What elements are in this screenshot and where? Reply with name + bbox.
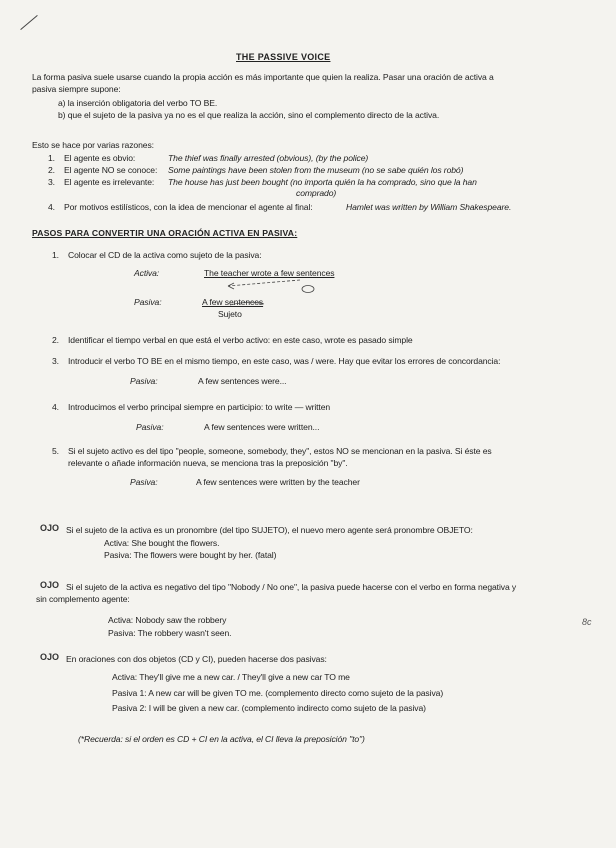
intro-line-1: La forma pasiva suele usarse cuando la propia acción es más importante que quien la realiza. Pasar una oración de activa a xyxy=(32,72,494,82)
margin-handwriting: 8c xyxy=(582,617,592,627)
example-label: Pasiva: xyxy=(134,297,162,307)
example-label: Pasiva: xyxy=(136,422,164,432)
note-example: Pasiva: The flowers were bought by her. (fatal) xyxy=(104,550,277,560)
step-text-line-2: relevante o añade información nueva, se menciona tras la preposición "by". xyxy=(68,458,348,468)
note-text-cont: sin complemento agente: xyxy=(36,594,130,604)
step-number: 5. xyxy=(52,446,59,456)
note-text: Si el sujeto de la activa es negativo del tipo "Nobody / No one", la pasiva puede hacerse con el verbo en forma negativa y xyxy=(66,582,517,592)
reason-example-cont: comprado) xyxy=(296,188,337,198)
note-text: En oraciones con dos objetos (CD y CI), pueden hacerse dos pasivas: xyxy=(66,654,327,664)
example-sentence: A few sentences were written by the teacher xyxy=(196,477,360,487)
reason-example: Some paintings have been stolen from the museum (no se sabe quién los robó) xyxy=(168,165,464,175)
note-example: Activa: Nobody saw the robbery xyxy=(108,615,227,625)
example-passive-subject: A few sentences xyxy=(202,297,264,307)
reason-label: El agente es obvio: xyxy=(64,153,136,163)
step-text-line-1: Si el sujeto activo es del tipo "people, someone, somebody, they", estos NO se mencionan en la pasiva. Si éste es xyxy=(68,446,492,456)
note-example: Pasiva: The robbery wasn't seen. xyxy=(108,628,232,638)
reason-example: The house has just been bought (no importa quién la ha comprado, sino que la han xyxy=(168,177,477,187)
page-title: THE PASSIVE VOICE xyxy=(236,52,331,62)
example-label: Pasiva: xyxy=(130,477,158,487)
reason-number: 4. xyxy=(48,202,55,212)
step-text: Colocar el CD de la activa como sujeto de la pasiva: xyxy=(68,250,262,260)
step-text: Introducir el verbo TO BE en el mismo tiempo, en este caso, was / were. Hay que evitar los errores de concordancia: xyxy=(68,356,501,366)
note-example: Activa: They'll give me a new car. / They'll give a new car TO me xyxy=(112,672,350,682)
example-label: Activa: xyxy=(134,268,160,278)
example-active-sentence: The teacher wrote a few sentences xyxy=(204,268,335,278)
warning-note-icon: OJO xyxy=(40,652,60,662)
intro-point-b: b) que el sujeto de la pasiva ya no es el que realiza la acción, sino el complemento directo de la activa. xyxy=(58,110,440,120)
step-number: 1. xyxy=(52,250,59,260)
step-number: 2. xyxy=(52,335,59,345)
note-example: Pasiva 1: A new car will be given TO me. (complemento directo como sujeto de la pasiva) xyxy=(112,688,444,698)
footer-reminder: (*Recuerda: si el orden es CD + CI en la activa, el CI lleva la preposición "to") xyxy=(78,734,365,744)
step-number: 4. xyxy=(52,402,59,412)
reason-number: 1. xyxy=(48,153,55,163)
reason-example: Hamlet was written by William Shakespeare. xyxy=(346,202,512,212)
reason-number: 2. xyxy=(48,165,55,175)
step-number: 3. xyxy=(52,356,59,366)
intro-point-a: a) la inserción obligatoria del verbo TO BE. xyxy=(58,98,218,108)
step-text: Identificar el tiempo verbal en que está el verbo activo: en este caso, wrote es pasado simple xyxy=(68,335,413,345)
reason-label: Por motivos estilísticos, con la idea de mencionar el agente al final: xyxy=(64,202,313,212)
reasons-intro: Esto se hace por varias razones: xyxy=(32,140,154,150)
intro-line-2: pasiva siempre supone: xyxy=(32,84,121,94)
note-text: Si el sujeto de la activa es un pronombre (del tipo SUJETO), el nuevo mero agente será pronombre OBJETO: xyxy=(66,525,473,535)
reason-label: El agente NO se conoce: xyxy=(64,165,158,175)
example-sentence: A few sentences were... xyxy=(198,376,287,386)
subject-annotation: Sujeto xyxy=(218,309,242,319)
warning-note-icon: OJO xyxy=(40,580,60,590)
steps-heading: PASOS PARA CONVERTIR UNA ORACIÓN ACTIVA EN PASIVA: xyxy=(32,228,298,238)
step-text: Introducimos el verbo principal siempre en participio: to write — written xyxy=(68,402,331,412)
note-example: Activa: She bought the flowers. xyxy=(104,538,220,548)
example-sentence: A few sentences were written... xyxy=(204,422,320,432)
example-label: Pasiva: xyxy=(130,376,158,386)
reason-number: 3. xyxy=(48,177,55,187)
reason-label: El agente es irrelevante: xyxy=(64,177,155,187)
reason-example: The thief was finally arrested (obvious), (by the police) xyxy=(168,153,369,163)
note-example: Pasiva 2: I will be given a new car. (complemento indirecto como sujeto de la pasiva) xyxy=(112,703,426,713)
warning-note-icon: OJO xyxy=(40,523,60,533)
